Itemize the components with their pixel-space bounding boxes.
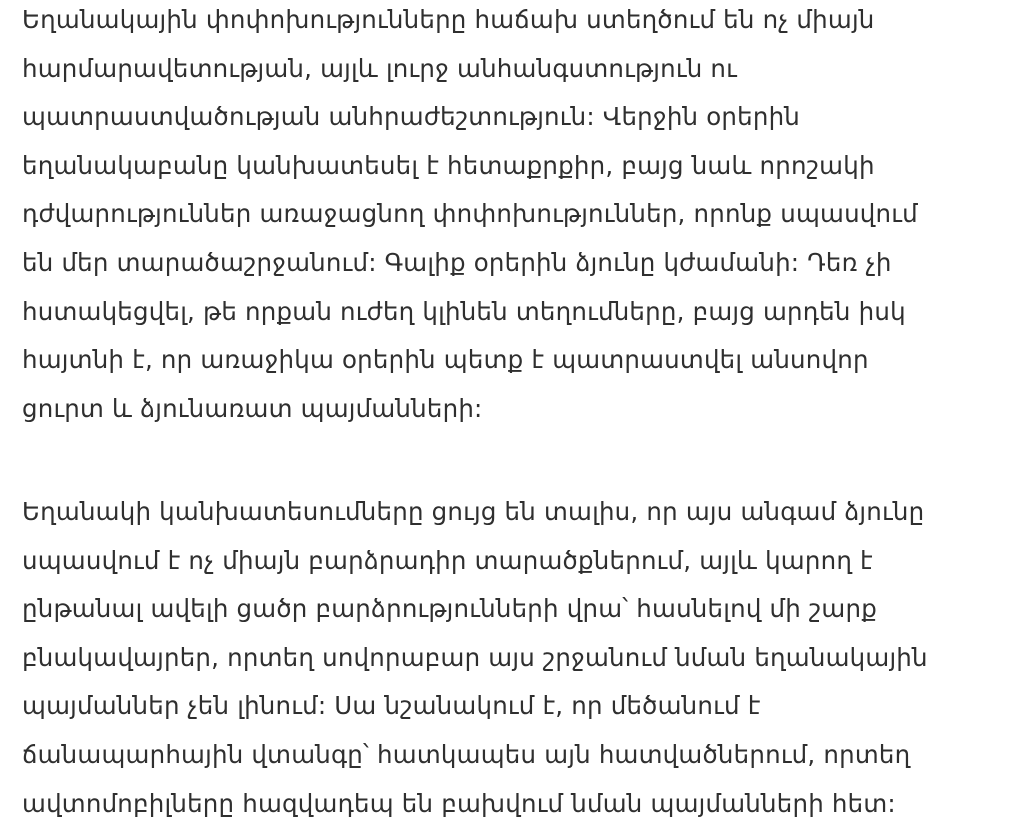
text-line: ընթանալ ավելի ցածր բարձրությունների վրա՝ հասնելով մի շարք [22, 594, 877, 624]
text-line: սպասվում է ոչ միայն բարձրադիր տարածքներում, այլև կարող է [22, 545, 873, 575]
text-line: Եղանակային փոփոխությունները հաճախ ստեղծում են ոչ միայն [22, 5, 875, 34]
text-line: են մեր տարածաշրջանում: Գալիք օրերին ձյունը կժամանի: Դեռ չի [22, 247, 892, 277]
text-line: Եղանակի կանխատեսումները ցույց են տալիս, որ այս անգամ ձյունը [22, 497, 925, 526]
text-line: բնակավայրեր, որտեղ սովորաբար այս շրջանում նման եղանակային [22, 642, 928, 672]
text-line: հայտնի է, որ առաջիկա օրերին պետք է պատրաստվել անսովոր [22, 345, 869, 375]
text-line: ցուրտ և ձյունառատ պայմանների: [22, 393, 483, 423]
text-line: դժվարություններ առաջացնող փոփոխություններ, որոնք սպասվում [22, 199, 918, 229]
text-line: պատրաստվածության անհրաժեշտություն: Վերջին օրերին [22, 102, 801, 132]
text-line: ավտոմոբիլները հազվադեպ են բախվում նման պայմանների հետ: [22, 788, 896, 818]
paragraph-weather-changes [22, 0, 918, 433]
text-line: եղանակաբանը կանխատեսել է հետաքրքիր, բայց նաև որոշակի [22, 150, 875, 180]
text-line: պայմաններ չեն լինում: Սա նշանակում է, որ մեծանում է [22, 691, 761, 721]
text-line: ճանապարհային վտանգը՝ հատկապես այն հատվածներում, որտեղ [22, 739, 911, 769]
paragraph-forecast-details [22, 488, 928, 828]
text-line: հստակեցվել, թե որքան ուժեղ կլինեն տեղումները, բայց արդեն իսկ [22, 296, 906, 326]
text-line: հարմարավետության, այլև լուրջ անհանգստություն ու [22, 53, 737, 83]
